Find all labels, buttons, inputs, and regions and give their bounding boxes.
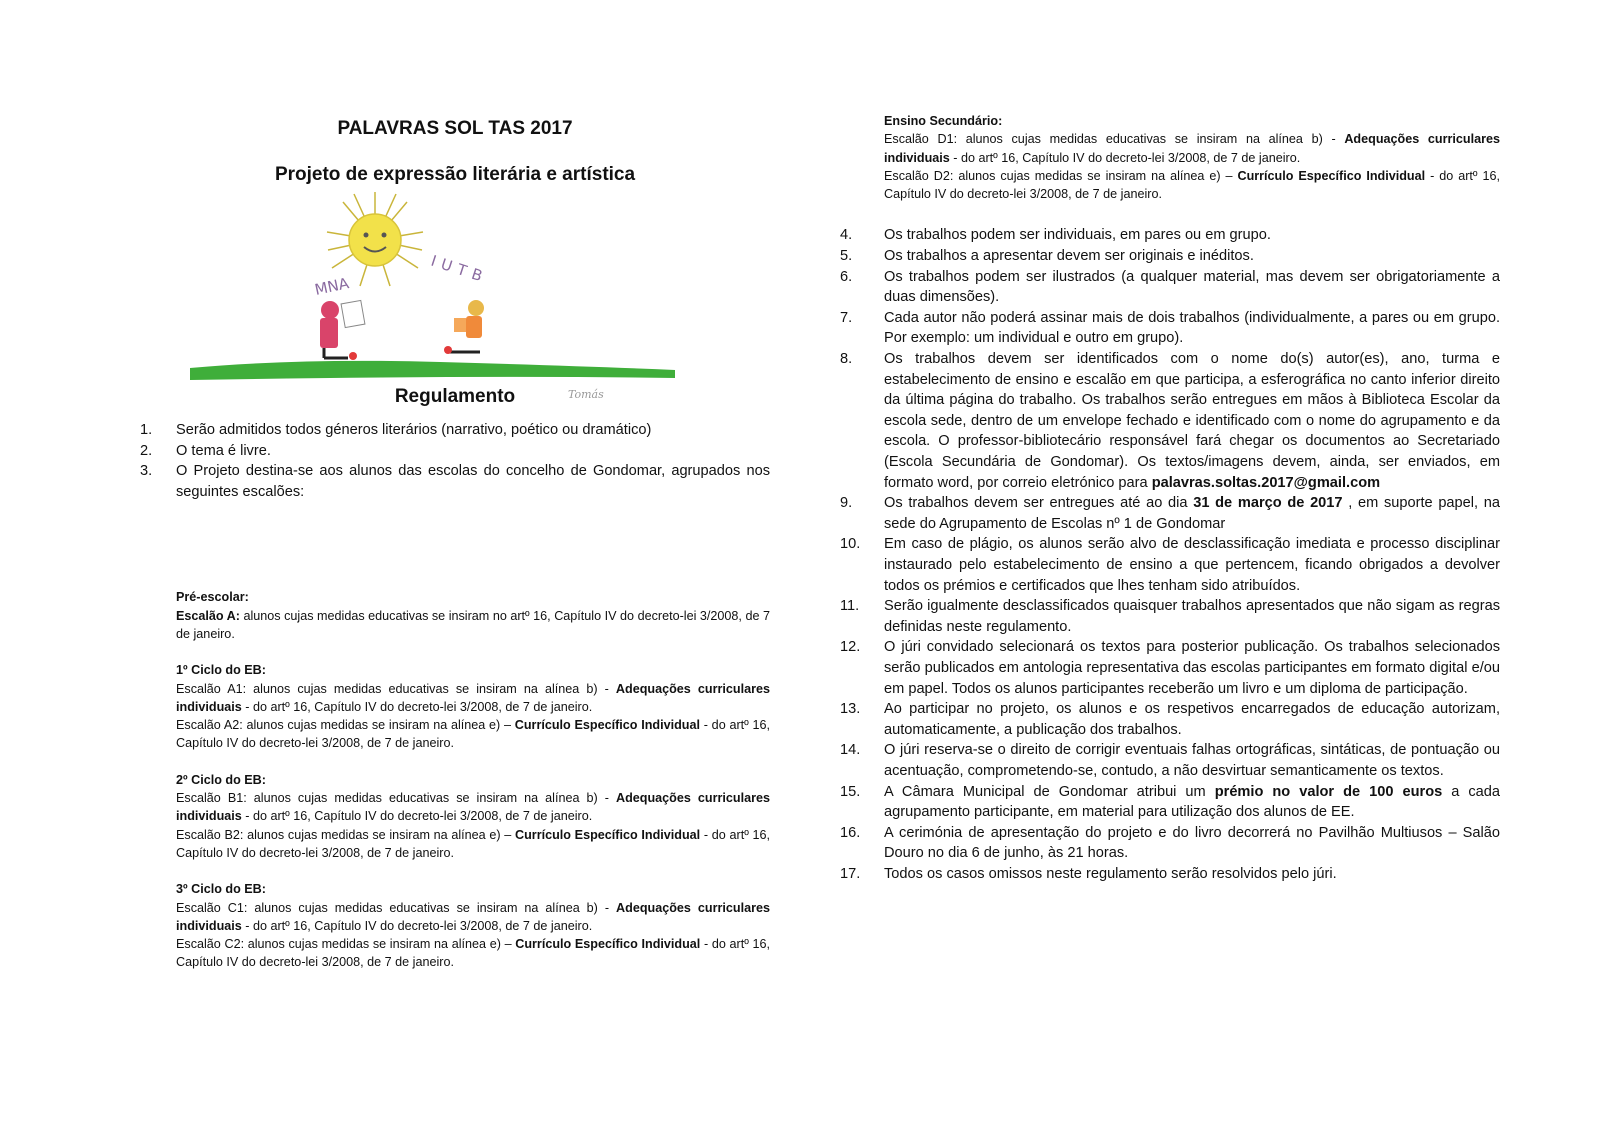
list-item: 3. O Projeto destina-se aos alunos das escolas do concelho de Gondomar, agrupados nos seguintes escalões:	[140, 463, 770, 500]
section-heading: Regulamento	[394, 386, 516, 407]
figure-left	[320, 300, 365, 360]
rules-list-right	[840, 225, 1501, 884]
signature: Tomás	[568, 388, 604, 400]
list-item: 1. Serão admitidos todos géneros literários (narrativo, poético ou dramático)	[140, 422, 652, 438]
right-column	[840, 112, 1501, 884]
list-item: 6. Os trabalhos podem ser ilustrados (a qualquer material, mas devem ser obrigatoriamente a duas dimensões).	[840, 268, 1500, 306]
list-item: 10. Em caso de plágio, os alunos serão alvo de desclassificação imediata e processo disciplinar instaurado pelo estabelecimento de ensino a que pertencem, ficando obrigados a devolver todos os prémios e certificados que lhes tenham sido atribuídos.	[840, 536, 1500, 594]
sun-icon	[349, 214, 401, 266]
list-item: 17. Todos os casos omissos neste regulamento serão resolvidos pelo júri.	[840, 865, 1337, 882]
escalao-secundario: Ensino Secundário: Escalão D1: alunos cujas medidas educativas se insiram na alínea b) - Adequações curriculares individuais - do artº 16, Capítulo IV do decreto-lei 3/2008, de 7 de janeiro. Escalão D2: alunos cujas medidas se insiram na alínea e) – Currículo Específico Individual - do artº 16, Capítulo IV do decreto-lei 3/2008, de 7 de janeiro.	[884, 114, 1500, 202]
escalao-1-ciclo: 1º Ciclo do EB: Escalão A1: alunos cujas medidas educativas se insiram na alínea b) - Adequações curriculares individuais - do artº 16, Capítulo IV do decreto-lei 3/2008, de 7 de janeiro. Escalão A2: alunos cujas medidas se insiram na alínea e) – Currículo Específico Individual - do artº 16, Capítulo IV do decreto-lei 3/2008, de 7 de janeiro.	[176, 663, 770, 751]
list-item: 4. Os trabalhos podem ser individuais, em pares ou em grupo.	[840, 227, 1271, 244]
left-column	[140, 112, 770, 990]
letters-right: IUTB	[428, 251, 491, 287]
letters-left: MNA	[313, 274, 351, 299]
figure-right	[444, 300, 484, 354]
rules-list-left	[140, 420, 770, 502]
page-title: PALAVRAS SOL TAS 2017	[337, 118, 573, 139]
escalao-pre-escolar: Pré-escolar: Escalão A: alunos cujas medidas educativas se insiram no artº 16, Capítulo IV do decreto-lei 3/2008, de 7 de janeiro.	[176, 590, 770, 641]
list-item: 13. Ao participar no projeto, os alunos e os respetivos encarregados de educação autorizam, automaticamente, a publicação dos trabalhos.	[840, 701, 1500, 738]
list-item: 14. O júri reserva-se o direito de corrigir eventuais falhas ortográficas, sintáticas, de pontuação ou acentuação, comprometendo-se, contudo, a não desvirtuar semanticamente os textos.	[840, 742, 1500, 779]
drawing-illustration	[180, 190, 700, 400]
list-item: 12. O júri convidado selecionará os textos para posterior publicação. Os trabalhos selecionados serão publicados em antologia representativa das escolas participantes em formato digital e/ou em papel. Todos os alunos participantes receberão um livro e um diploma de participação.	[840, 639, 1500, 697]
list-item: 8. Os trabalhos devem ser identificados com o nome do(s) autor(es), ano, turma e estabelecimento de ensino e escalão em que participa, a esferográfica no canto inferior direito da última página do trabalho. Os trabalhos serão entregues em mãos à Biblioteca Escolar da escola sede, dentro de um envelope fechado e identificado com o nome do agrupamento e da escola. O professor-bibliotecário responsável fará chegar os documentos ao Secretariado (Escola Secundária de Gondomar). Os textos/imagens devem, ainda, ser enviados, em formato word, por correio eletrónico para palavras.soltas.2017@gmail.com	[840, 351, 1500, 491]
escaloes-block	[176, 588, 770, 971]
escalao-2-ciclo: 2º Ciclo do EB: Escalão B1: alunos cujas medidas educativas se insiram na alínea b) - Adequações curriculares individuais - do artº 16, Capítulo IV do decreto-lei 3/2008, de 7 de janeiro. Escalão B2: alunos cujas medidas se insiram na alínea e) – Currículo Específico Individual - do artº 16, Capítulo IV do decreto-lei 3/2008, de 7 de janeiro.	[176, 772, 771, 860]
page-subtitle: Projeto de expressão literária e artística	[274, 164, 636, 185]
list-item: 5. Os trabalhos a apresentar devem ser originais e inéditos.	[840, 248, 1254, 265]
list-item: 16. A cerimónia de apresentação do projeto e do livro decorrerá no Pavilhão Multiusos – Salão Douro no dia 6 de junho, às 21 horas.	[840, 824, 1500, 862]
escalao-3-ciclo: 3º Ciclo do EB: Escalão C1: alunos cujas medidas educativas se insiram na alínea b) - Adequações curriculares individuais - do artº 16, Capítulo IV do decreto-lei 3/2008, de 7 de janeiro. Escalão C2: alunos cujas medidas se insiram na alínea e) – Currículo Específico Individual - do artº 16, Capítulo IV do decreto-lei 3/2008, de 7 de janeiro.	[176, 882, 770, 970]
list-item: 11. Serão igualmente desclassificados quaisquer trabalhos apresentados que não sigam as regras definidas neste regulamento.	[840, 598, 1500, 635]
contact-email[interactable]: palavras.soltas.2017@gmail.com	[1151, 474, 1381, 491]
list-item: 15. A Câmara Municipal de Gondomar atribui um prémio no valor de 100 euros a cada agrupamento participante, em material para utilização dos alunos de EE.	[840, 783, 1501, 821]
child-drawing	[180, 190, 700, 400]
list-item: 2. O tema é livre.	[140, 442, 271, 459]
grass	[190, 361, 675, 380]
list-item: 7. Cada autor não poderá assinar mais de dois trabalhos (individualmente, a pares ou em grupo. Por exemplo: um individual e outro em grupo).	[840, 309, 1500, 347]
list-item: 9. Os trabalhos devem ser entregues até ao dia 31 de março de 2017 , em suporte papel, na sede do Agrupamento de Escolas nº 1 de Gondomar	[840, 495, 1501, 532]
